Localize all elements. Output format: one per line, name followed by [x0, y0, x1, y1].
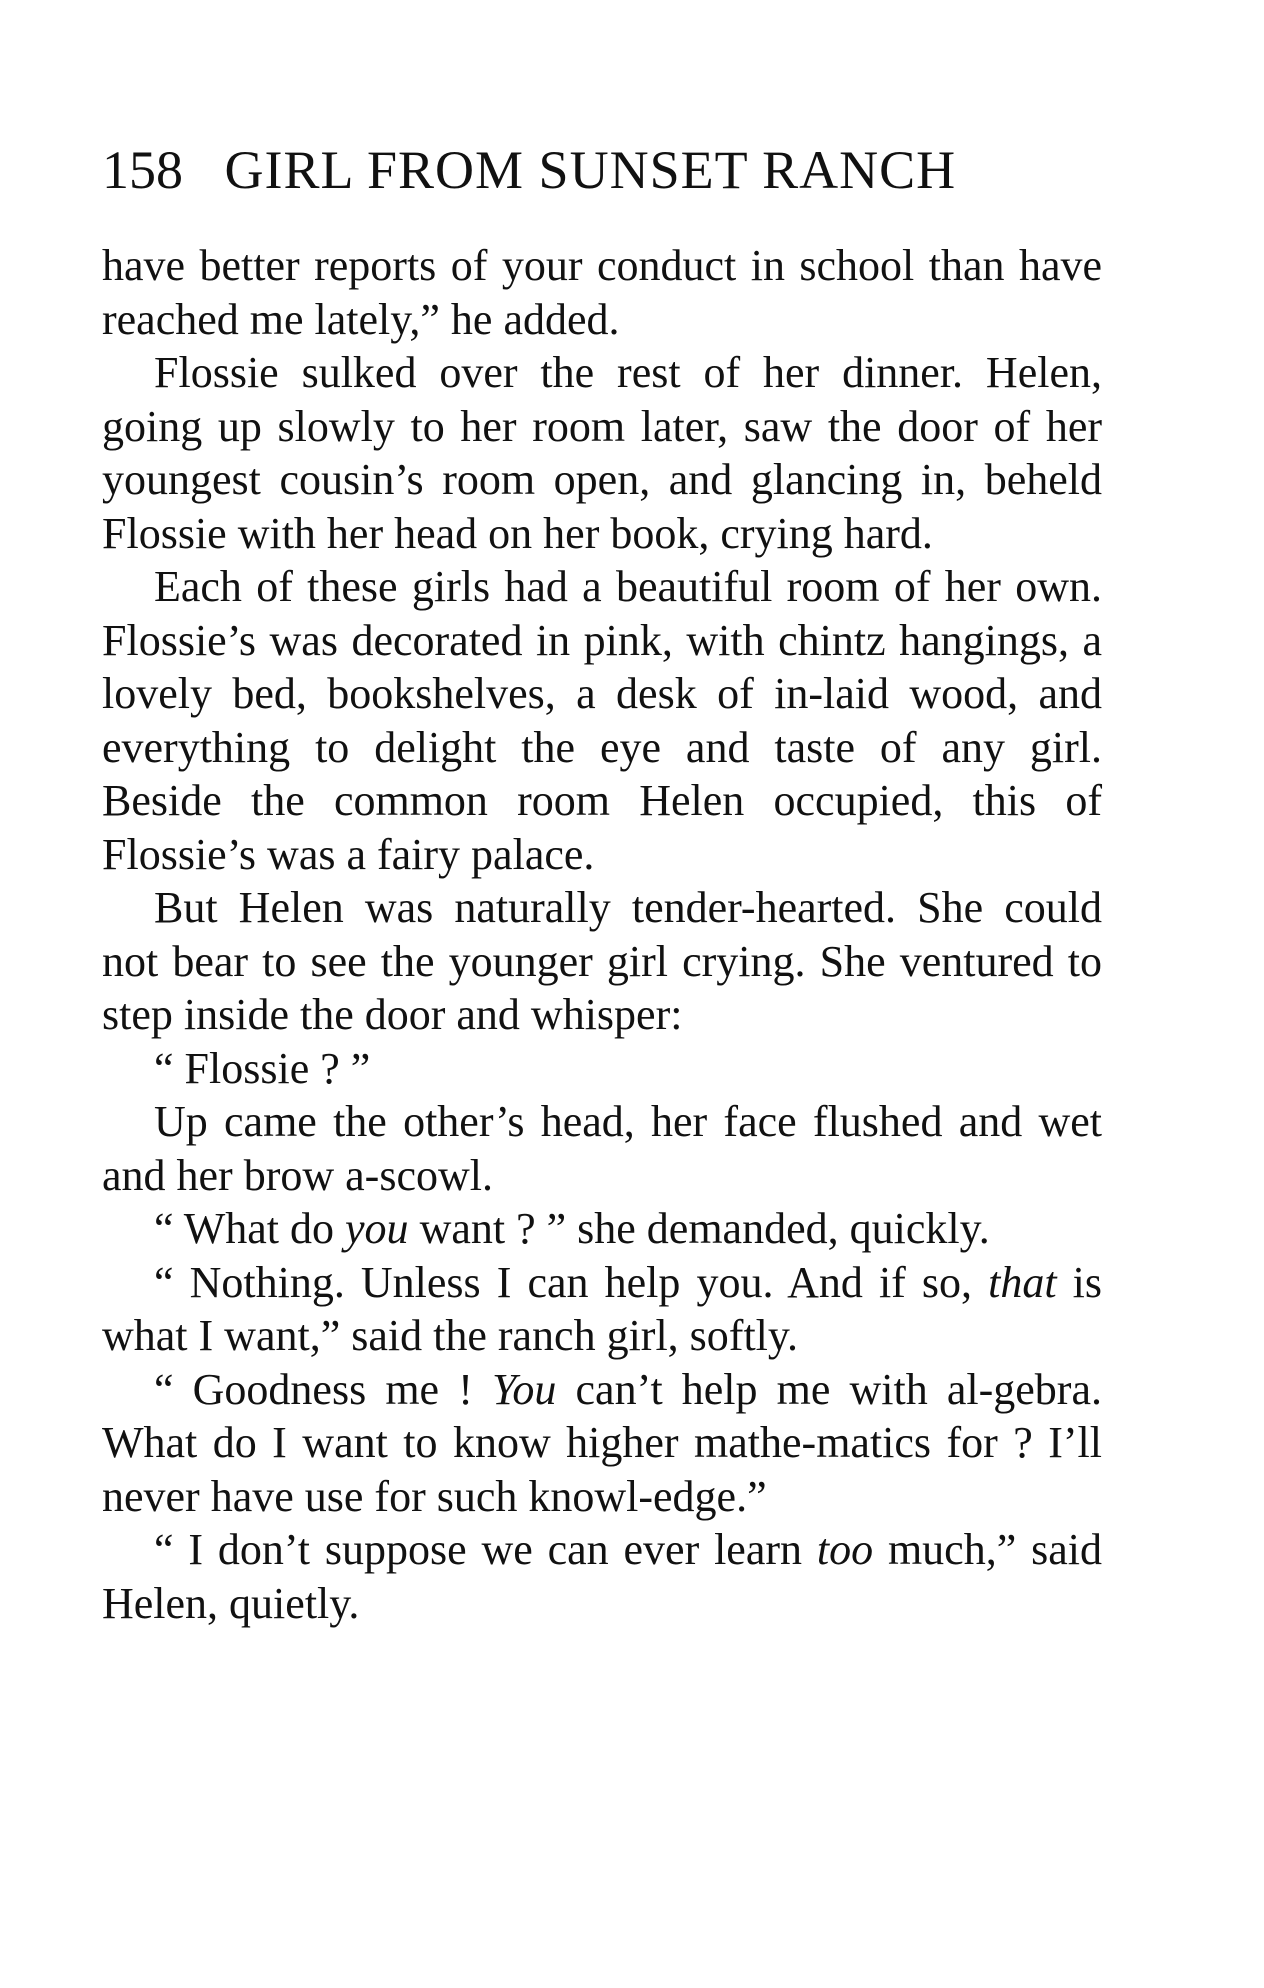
paragraph-text: “ Nothing. Unless I can help you. And if so,: [154, 1257, 989, 1307]
paragraph-text: much,” said Helen, quietly.: [102, 1525, 1102, 1628]
paragraph-text: can’t help me with al-gebra. What do I want to know higher mathe-matics for ? I’ll never have use for such knowl-edge.”: [102, 1364, 1102, 1521]
running-header: [102, 138, 1102, 202]
paragraph-text: want ? ” she demanded, quickly.: [408, 1204, 990, 1253]
paragraph-text: have better reports of your conduct in school than have reached me lately,” he added.: [102, 241, 1102, 344]
italic-emphasis: you: [345, 1204, 409, 1253]
paragraph-text: “ Flossie ? ”: [154, 1043, 371, 1093]
paragraph-text: “ What do: [154, 1204, 346, 1253]
paragraph-1: [102, 239, 1102, 346]
paragraph-text: Each of these girls had a beautiful room of her own. Flossie’s was decorated in pink, with chintz hangings, a lovely bed, bookshelves, a desk of in-laid wood, and everything to delight the eye and taste of any girl. Beside the common room Helen occupied, this of Flossie’s was a fairy palace.: [102, 562, 1102, 879]
paragraph-4: [102, 881, 1102, 1042]
paragraph-5: [102, 1042, 1102, 1096]
paragraph-text: “ I don’t suppose we can ever learn: [154, 1525, 817, 1574]
paragraph-2: [102, 346, 1102, 560]
paragraph-text: is what I want,” said the ranch girl, softly.: [102, 1257, 1102, 1360]
paragraph-text: Flossie sulked over the rest of her dinner. Helen, going up slowly to her room later, saw the door of her youngest cousin’s room open, and glancing in, beheld Flossie with her head on her book, crying hard.: [102, 348, 1102, 558]
paragraph-text: “ Goodness me !: [154, 1364, 492, 1414]
paragraph-9: [102, 1363, 1102, 1524]
italic-emphasis: too: [816, 1525, 874, 1574]
page-number: 158: [102, 140, 183, 200]
paragraph-text: Up came the other’s head, her face flushed and wet and her brow a-scowl.: [102, 1097, 1102, 1200]
italic-emphasis: that: [988, 1257, 1057, 1307]
running-title: GIRL FROM SUNSET RANCH: [224, 140, 957, 200]
paragraph-text: But Helen was naturally tender-hearted. She could not bear to see the younger girl crying. She ventured to step inside the door and whisper:: [102, 883, 1102, 1039]
italic-emphasis: You: [491, 1364, 557, 1414]
paragraph-6: [102, 1095, 1102, 1202]
paragraph-8: [102, 1256, 1102, 1363]
paragraph-3: [102, 560, 1102, 881]
body-text: [102, 239, 1102, 1630]
paragraph-10: [102, 1523, 1102, 1630]
paragraph-7: [102, 1202, 1102, 1256]
